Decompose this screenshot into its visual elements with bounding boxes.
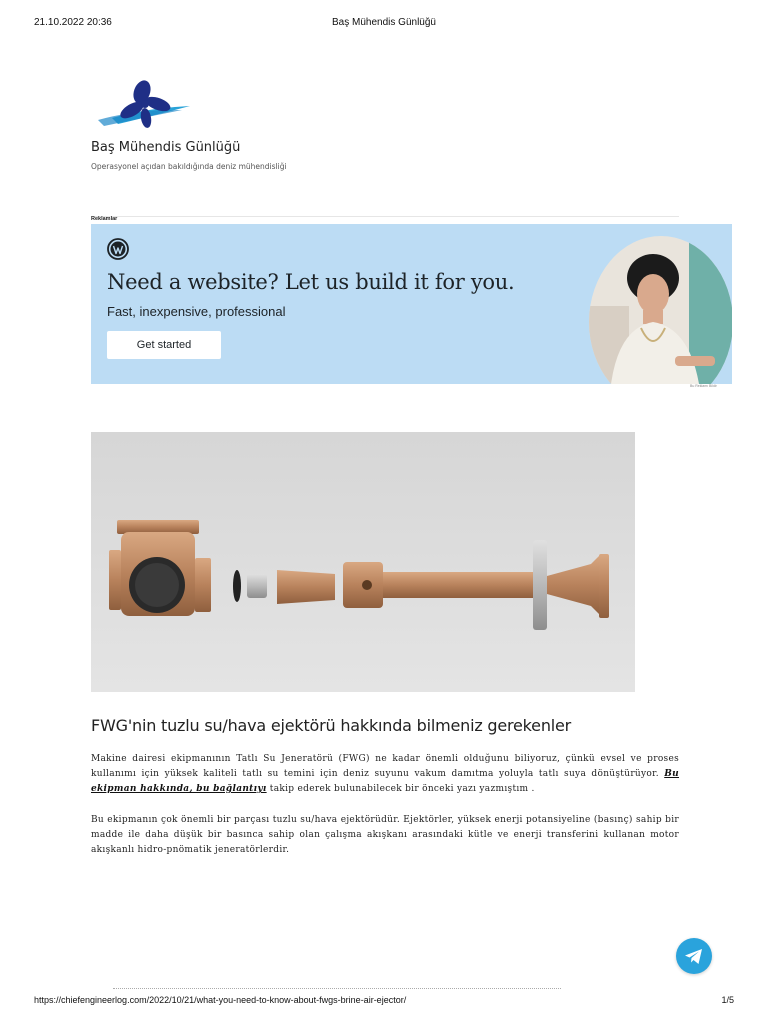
post-paragraph: [91, 752, 679, 797]
propeller-wave-logo-icon: [92, 80, 192, 132]
paragraph-text: takip ederek bulunabilecek bir önceki yazı yazmıştım .: [269, 784, 535, 794]
divider: [113, 988, 561, 990]
print-title: Baş Mühendis Günlüğü: [332, 17, 436, 28]
page-number: 1/5: [721, 995, 734, 1005]
print-footer: [34, 995, 734, 1009]
ad-person-photo: [589, 236, 732, 384]
get-started-button[interactable]: Get started: [107, 331, 221, 359]
previous-post-link[interactable]: Bu ekipman hakkında, bu bağlantıyı: [91, 769, 679, 794]
print-url: https://chiefengineerlog.com/2022/10/21/what-you-need-to-know-about-fwgs-brine-air-ejector/: [34, 995, 407, 1005]
post-paragraph: Bu ekipmanın çok önemli bir parçası tuzlu su/hava ejektörüdür. Ejektörler, yüksek enerji potansiyeline (basınç) sahip bir madde ile daha düşük bir basınca sahip olan çalışma akışkanı arasındaki kütle ve enerji transferini kullanan motor akışkanlı hidro-pnömatik jeneratörlerdir.: [91, 815, 679, 855]
divider: [91, 216, 679, 217]
wordpress-icon: [107, 238, 129, 260]
telegram-share-button[interactable]: [676, 938, 712, 974]
ad-headline: Need a website? Let us build it for you.: [107, 270, 515, 294]
hero-image-ejector: [91, 432, 635, 692]
ads-label: Reklamlar: [91, 216, 118, 222]
telegram-icon: [676, 938, 712, 974]
ad-subhead: Fast, inexpensive, professional: [107, 304, 286, 319]
site-tagline: Operasyonel açıdan bakıldığında deniz mühendisliği: [91, 162, 287, 171]
print-date: 21.10.2022 20:36: [34, 17, 112, 28]
site-logo[interactable]: [92, 80, 192, 132]
site-title[interactable]: Baş Mühendis Günlüğü: [91, 140, 241, 155]
post-title: FWG'nin tuzlu su/hava ejektörü hakkında bilmeniz gerekenler: [91, 716, 572, 735]
paragraph-text: Makine dairesi ekipmanının Tatlı Su Jeneratörü (FWG) ne kadar önemli olduğunu biliyoruz, çünkü evsel ve proses kullanımı için yüksek kaliteli tatlı su temini için deniz suyunu vakum damıtma yoluyla tatlı suya dönüştürüyor.: [91, 754, 679, 779]
report-ad-link[interactable]: Bu Reklamı Bildir: [690, 384, 717, 388]
ad-banner[interactable]: [91, 224, 732, 384]
print-header: [34, 17, 734, 31]
